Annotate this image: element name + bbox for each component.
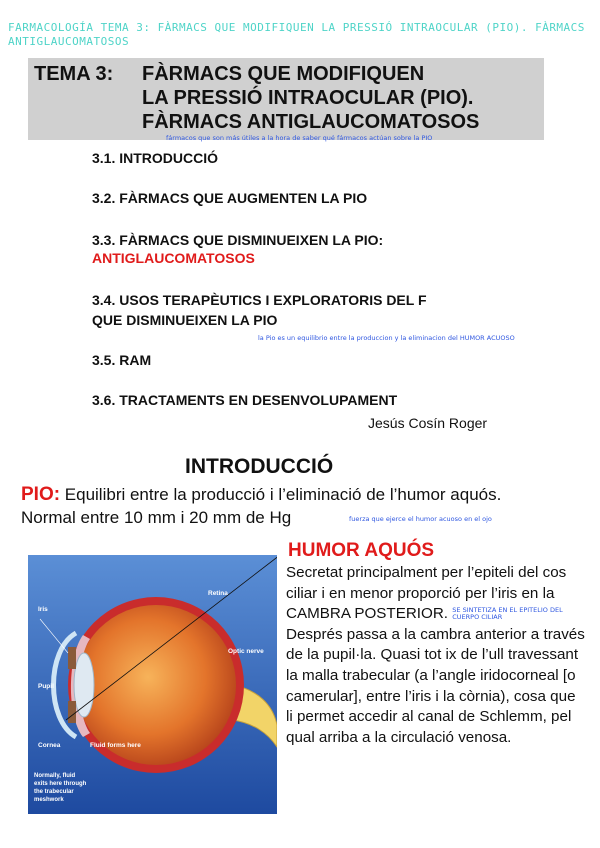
label-normally-fluid-4: meshwork [34, 797, 64, 803]
note-toc: la Pio es un equilibrio entre la produccion y la eliminacion del HUMOR ACUOSO [258, 334, 515, 342]
toc-item-3-1: 3.1. INTRODUCCIÓ [92, 150, 219, 166]
lens-shape [74, 653, 94, 717]
title-line-1: FÀRMACS QUE MODIFIQUEN [142, 63, 425, 85]
humor-p1-text: Secretat principalment per l’epiteli del cos ciliar i en menor proporció per l’iris en la CAMBRA POSTERIOR. [286, 564, 567, 623]
iris-upper [68, 647, 76, 669]
eye-interior [76, 605, 236, 765]
note-title: fármacos que son más útiles a la hora de saber qué fármacos actúan sobre la PIO [166, 134, 433, 142]
note-humor-line-2: CUERPO CILIAR [452, 613, 503, 622]
title-line-3: FÀRMACS ANTIGLAUCOMATOSOS [142, 111, 480, 133]
note-humor [452, 607, 562, 621]
label-optic-nerve: Optic nerve [228, 648, 264, 655]
toc-item-3-5: 3.5. RAM [92, 352, 152, 368]
toc-item-3-2: 3.2. FÀRMACS QUE AUGMENTEN LA PIO [92, 190, 368, 206]
note-humor-line-1: SE SINTETIZA EN EL EPITELIO DEL [452, 606, 563, 615]
label-normally-fluid-2: exits here through [34, 781, 87, 787]
toc-item-3-3: 3.3. FÀRMACS QUE DISMINUEIXEN LA PIO: [92, 232, 384, 248]
label-fluid-forms: Fluid forms here [90, 742, 141, 749]
label-cornea: Cornea [38, 742, 61, 749]
eye-diagram-svg [28, 555, 277, 814]
note-normal: fuerza que ejerce el humor acuoso en el ojo [349, 515, 492, 523]
label-pupil: Pupil [38, 683, 54, 690]
toc-item-3-4: 3.4. USOS TERAPÈUTICS I EXPLORATORIS DEL F [92, 292, 427, 308]
humor-title: HUMOR AQUÓS [288, 540, 435, 561]
tema-label: TEMA 3: [34, 63, 114, 85]
label-iris: Iris [38, 606, 48, 613]
pio-label: PIO: [21, 484, 61, 505]
toc-item-3-3-sub: ANTIGLAUCOMATOSOS [92, 250, 255, 266]
label-normally-fluid-1: Normally, fluid [34, 773, 76, 779]
humor-paragraph-2: Després passa a la cambra anterior a través de la pupil·la. Quasi tot ix de l’ull travessant la malla trabecular (a l’angle iridocorneal [o camerular], entre l’iris i la còrnia), cosa que li permet accedir al canal de Schlemm, pel qual arriba a la circulació venosa. [286, 625, 585, 746]
label-retina: Retina [208, 590, 228, 597]
iris-lower [68, 701, 76, 723]
pio-definition [21, 484, 501, 506]
author: Jesús Cosín Roger [368, 415, 488, 431]
label-normally-fluid-3: the trabecular [34, 789, 74, 795]
title-line-2: LA PRESSIÓ INTRAOCULAR (PIO). [142, 87, 474, 109]
humor-paragraph-1 [286, 563, 586, 625]
humor-body [286, 563, 586, 748]
normal-range [21, 508, 291, 528]
normal-text: Normal entre 10 mm i 20 mm de Hg [21, 508, 292, 527]
eye-diagram [28, 555, 277, 814]
document-header-note: FARMACOLOGÍA TEMA 3: FÀRMACS QUE MODIFIQUEN LA PRESSIÓ INTRAOCULAR (PIO). FÀRMACS ANTIGLAUCOMATOSOS [8, 21, 585, 48]
toc-item-3-4-sub: QUE DISMINUEIXEN LA PIO [92, 312, 278, 328]
pio-text: Equilibri entre la producció i l’eliminació de l’humor aquós. [60, 485, 502, 504]
section-title: INTRODUCCIÓ [185, 455, 334, 478]
toc-item-3-6: 3.6. TRACTAMENTS EN DESENVOLUPAMENT [92, 392, 398, 408]
